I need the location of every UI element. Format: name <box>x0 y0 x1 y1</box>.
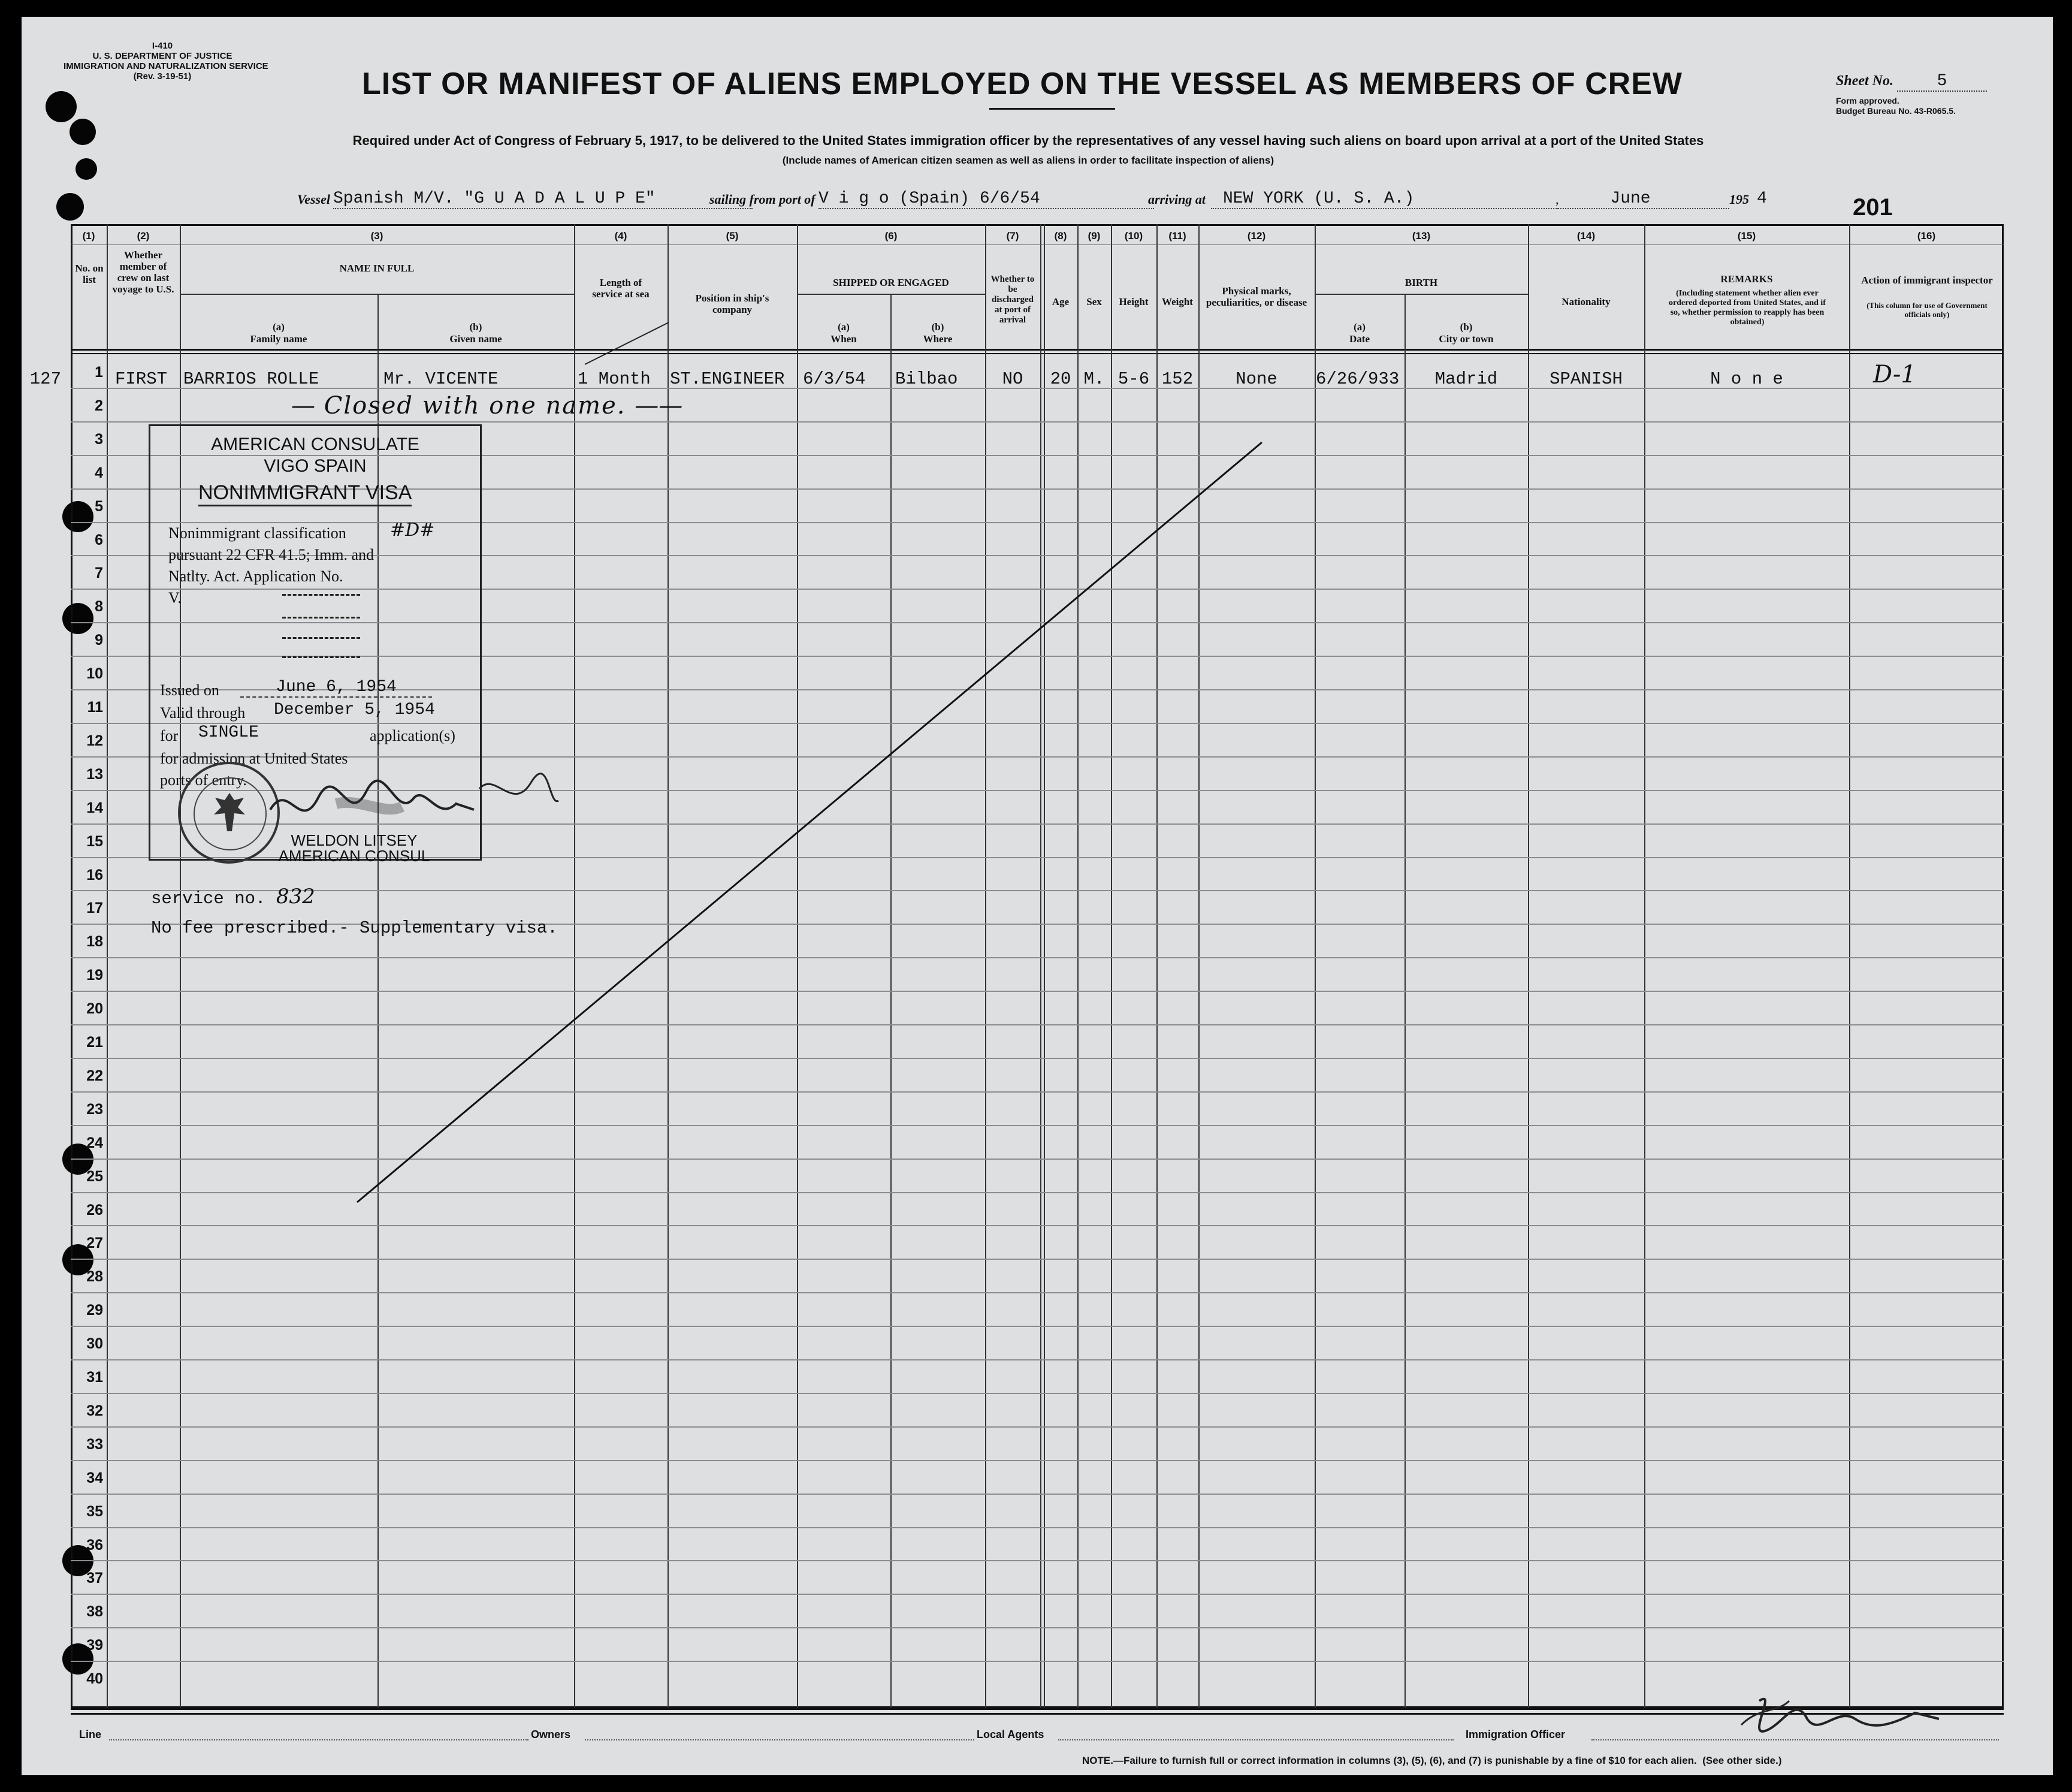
applications-label: application(s) <box>370 727 455 744</box>
col16-note: (This column for use of Government officials only) <box>1866 301 1988 319</box>
col5-num: (5) <box>726 230 739 242</box>
col8-label: Age <box>1052 296 1070 307</box>
col11-label: Weight <box>1162 296 1193 307</box>
row-number: 1 <box>95 364 103 381</box>
row-number: 13 <box>86 765 103 783</box>
col14-num: (14) <box>1576 230 1596 242</box>
row-number: 31 <box>86 1369 103 1386</box>
where-cell: Bilbao <box>895 369 958 389</box>
row-number: 34 <box>86 1469 103 1486</box>
row-number: 14 <box>86 799 103 816</box>
col6-label: SHIPPED OR ENGAGED <box>833 277 949 288</box>
row-number: 40 <box>86 1670 103 1688</box>
consulate-name: AMERICAN CONSULATE <box>211 435 419 454</box>
col13-label: BIRTH <box>1405 277 1438 288</box>
row-number: 23 <box>86 1100 103 1118</box>
col12-num: (12) <box>1247 230 1266 242</box>
revision-date: (Rev. 3-19-51) <box>133 71 192 82</box>
year-prefix: 195 <box>1729 192 1749 207</box>
row-number: 25 <box>86 1167 103 1185</box>
row-number: 10 <box>86 665 103 683</box>
row-number: 15 <box>86 832 103 850</box>
departure-port: V i g o (Spain) 6/6/54 <box>818 189 1154 209</box>
col15-note: (Including statement whether alien ever ordered deported from United States, and if so, whether permission to reapply has been obtained) <box>1669 289 1826 327</box>
row-number: 17 <box>86 900 103 917</box>
col1-num: (1) <box>82 230 95 242</box>
col12-label: Physical marks, peculiarities, or disease <box>1206 285 1307 308</box>
remarks-cell: N o n e <box>1710 369 1783 389</box>
service-name: IMMIGRATION AND NATURALIZATION SERVICE <box>64 61 268 71</box>
arriving-label: arriving at <box>1148 192 1206 207</box>
row-number: 39 <box>86 1637 103 1654</box>
row-number: 36 <box>86 1536 103 1553</box>
birth-city-cell: Madrid <box>1434 369 1498 389</box>
discharged-cell: NO <box>1002 369 1023 389</box>
col5-label: Position in ship's company <box>695 292 769 315</box>
height-cell: 5-6 <box>1117 369 1150 389</box>
year-suffix: 4 <box>1757 189 1767 208</box>
age-cell: 20 <box>1050 369 1071 389</box>
col6b-letter: (b) <box>931 321 944 333</box>
issued-label: Issued on <box>160 681 219 699</box>
row-number: 7 <box>95 565 103 582</box>
nationality-cell: SPANISH <box>1550 369 1623 389</box>
row-number: 9 <box>95 632 103 649</box>
vessel-name: Spanish M/V. "G U A D A L U P E" <box>333 189 753 209</box>
family-name-cell: BARRIOS ROLLE <box>183 369 319 389</box>
col4-label: Length of service at sea <box>592 277 650 300</box>
for-label: for <box>160 727 179 744</box>
row-number: 26 <box>86 1201 103 1218</box>
row-number: 37 <box>86 1570 103 1587</box>
col3a-letter: (a) <box>273 321 285 333</box>
col7-num: (7) <box>1006 230 1019 242</box>
col3b-label: Given name <box>449 333 502 345</box>
col13-num: (13) <box>1412 230 1431 242</box>
col3-label: NAME IN FULL <box>339 263 415 274</box>
stamp-number: 201 <box>1853 194 1893 221</box>
row-number: 21 <box>86 1034 103 1051</box>
footer-line-label: Line <box>79 1728 102 1740</box>
valid-label: Valid through <box>160 704 246 722</box>
required-statement: Required under Act of Congress of February 5, 1917, to be delivered to the United States immigration officer by the representatives of any vessel having such aliens on board upon arrival at a port of the United States <box>352 133 1704 148</box>
classification-label: Nonimmigrant classification <box>168 524 346 542</box>
col11-num: (11) <box>1168 230 1186 242</box>
footer-agents-label: Local Agents <box>977 1728 1044 1740</box>
v-label: V. <box>168 589 182 607</box>
vessel-label: Vessel <box>297 192 330 207</box>
col6a-letter: (a) <box>838 321 850 333</box>
col3a-label: Family name <box>250 333 307 345</box>
marks-cell: None <box>1236 369 1277 389</box>
col13a-letter: (a) <box>1354 321 1366 333</box>
row-number: 11 <box>87 699 103 716</box>
arrival-month: June <box>1532 189 1729 209</box>
margin-number: 127 <box>29 369 61 389</box>
sailing-label: sailing from port of <box>709 192 815 207</box>
issued-date: June 6, 1954 <box>240 678 432 698</box>
row-number: 6 <box>95 531 103 548</box>
arrival-port: NEW YORK (U. S. A.) <box>1211 189 1558 209</box>
col4-num: (4) <box>614 230 627 242</box>
col6-num: (6) <box>884 230 898 242</box>
col3b-letter: (b) <box>469 321 482 333</box>
form-title: LIST OR MANIFEST OF ALIENS EMPLOYED ON THE VESSEL AS MEMBERS OF CREW <box>362 67 1683 101</box>
birth-date-cell: 6/26/933 <box>1316 369 1400 389</box>
row-number: 38 <box>86 1603 103 1621</box>
row-number: 2 <box>95 397 103 414</box>
col1-label: No. on list <box>75 263 104 285</box>
col3-num: (3) <box>370 230 383 242</box>
weight-cell: 152 <box>1161 369 1194 389</box>
row-number: 18 <box>86 933 103 951</box>
cancellation-line <box>22 17 2053 1775</box>
manifest-sheet: I-410 U. S. DEPARTMENT OF JUSTICE IMMIGRATION AND NATURALIZATION SERVICE (Rev. 3-19-51) LIST OR MANIFEST OF ALIENS EMPLOYED ON THE VESSEL AS MEMBERS OF CREW Sheet No. 5 Form approved. Budget Bureau No. 43-R065.5. Required under Act of Congress of February 5, 1917, to be delivered to the United States immigration officer by the representatives of any vessel having such aliens on board upon arrival at a port of the United States (Include names of American citizen seamen as well as aliens in order to facilitate inspection of aliens) Vessel Spanish M/V. "G U A D A L U P E" sailing from port of V i g o (Spain) 6/6/54 arriving at NEW YORK (U. S. A.) , June 195 4 201 (1) No. on list (2) Whether member of crew on last voyage to U.S. (3) NAME IN FULL (a) Family name (b) Given name (4) Length of service at sea (5) Position in ship's company (6) SHIPPED OR ENGAGED (a) When (b) Where (7) Whether to be discharged at port of arrival (8) Age (9) Sex (10) Height (11) Weight (12) Physical marks, peculiarities, or disease (13) BIRTH (a) Date (b) City or town (14) Nationality (15) REMARKS (Including statement whether alien ever ordered deported from United States, and if so, whether permission to reapply has been obtained) (16) Action of immigrant inspector (This column for use of Government officials only) 1 2 3 4 5 6 7 8 9 10 11 12 13 14 15 16 17 18 19 20 21 22 23 24 25 26 27 28 29 30 31 32 33 34 35 36 37 38 39 40 127 FIRST BARRIOS ROLLE Mr. VICENTE 1 Month ST.ENGINEER 6/3/54 Bilbao NO 20 M. 5-6 152 None 6/26/933 Madrid SPANISH N o n e D-1 — Closed with one name. —— AMERICAN CONSULATE VIGO SPAIN NONIMMIGRANT VISA Nonimmigrant classification #D# pursuant 22 CFR 41.5; Imm. and Natlty. Act. Application No. V. Issued on June 6, 1954 Valid through December 5, 1954 for SINGLE application(s) for admission at United States ports of entry. WELDON LITSEY AMERICAN CONSUL service no. 832 No fee prescribed.- Supplementary visa. Line Owners Local Agents Immigration Officer NOTE.—Failure to furnish full or correct information in columns (3), (5), (6), and (7) is punishable by a fine of $10 for each alien. (See other side.) <box>22 17 2053 1775</box>
service-no-value: 832 <box>276 885 315 909</box>
row-number: 22 <box>86 1067 103 1084</box>
row-number: 4 <box>95 464 103 481</box>
admission-text: for admission at United States <box>160 750 348 767</box>
when-cell: 6/3/54 <box>803 369 866 389</box>
row-number: 5 <box>95 497 103 515</box>
row-number: 29 <box>86 1302 103 1319</box>
col10-num: (10) <box>1124 230 1143 242</box>
single-value: SINGLE <box>198 723 259 742</box>
col16-num: (16) <box>1917 230 1936 242</box>
sex-cell: M. <box>1083 369 1105 389</box>
col9-label: Sex <box>1086 296 1102 307</box>
footer-officer-label: Immigration Officer <box>1466 1728 1566 1740</box>
col6a-label: When <box>830 333 857 345</box>
row-number: 20 <box>86 1000 103 1018</box>
include-statement: (Include names of American citizen seamen as well as aliens in order to facilitate inspection of aliens) <box>782 155 1274 166</box>
application-label: Natlty. Act. Application No. <box>168 568 343 585</box>
col8-num: (8) <box>1054 230 1067 242</box>
consulate-city: VIGO SPAIN <box>264 456 367 476</box>
col2-label: Whether member of crew on last voyage to U.S. <box>112 249 174 295</box>
consul-title: AMERICAN CONSUL <box>278 847 430 865</box>
footer-owners-label: Owners <box>531 1728 571 1740</box>
service-no-label: service no. <box>151 889 266 909</box>
col6b-label: Where <box>923 333 953 345</box>
visa-type: NONIMMIGRANT VISA <box>198 481 412 506</box>
row-number: 3 <box>95 430 103 448</box>
valid-date: December 5, 1954 <box>274 701 435 719</box>
col15-num: (15) <box>1737 230 1756 242</box>
officer-signature <box>1723 1683 1951 1749</box>
pursuant-text: pursuant 22 CFR 41.5; Imm. and <box>168 546 374 563</box>
row-number: 32 <box>86 1402 103 1419</box>
row-number: 28 <box>86 1268 103 1286</box>
col9-num: (9) <box>1088 230 1101 242</box>
col13b-letter: (b) <box>1460 321 1473 333</box>
row-number: 33 <box>86 1435 103 1453</box>
form-approved-text: Form approved. <box>1836 96 1899 105</box>
classification-value: #D# <box>390 520 435 541</box>
sheet-no-value: 5 <box>1897 72 1987 92</box>
ports-text: ports of entry. <box>160 771 247 789</box>
col16-label: Action of immigrant inspector <box>1861 274 1993 286</box>
row-number: 12 <box>86 732 103 749</box>
col10-label: Height <box>1119 296 1149 307</box>
given-name-cell: Mr. VICENTE <box>383 369 499 389</box>
col15-label: REMARKS <box>1720 273 1773 285</box>
inspector-action-cell: D-1 <box>1873 361 1916 388</box>
last-voyage-cell: FIRST <box>115 369 168 389</box>
col13b-label: City or town <box>1439 333 1494 345</box>
row-number: 16 <box>86 866 103 883</box>
footer-note: NOTE.—Failure to furnish full or correct information in columns (3), (5), (6), and (7) is punishable by a fine of $10 for each alien. (See other side.) <box>1082 1755 1782 1766</box>
consul-name: WELDON LITSEY <box>291 831 418 849</box>
sheet-no-label: Sheet No. <box>1836 73 1893 89</box>
closing-note: — Closed with one name. —— <box>291 392 683 420</box>
col13a-label: Date <box>1349 333 1370 345</box>
budget-bureau-text: Budget Bureau No. 43-R065.5. <box>1836 106 1956 116</box>
department-name: U. S. DEPARTMENT OF JUSTICE <box>92 51 232 61</box>
col7-label: Whether to be discharged at port of arrival <box>990 274 1035 325</box>
row-number: 35 <box>86 1503 103 1520</box>
length-cell: 1 Month <box>578 369 651 389</box>
form-number: I-410 <box>152 41 173 51</box>
col2-num: (2) <box>137 230 150 242</box>
col14-label: Nationality <box>1561 296 1611 307</box>
no-fee-note: No fee prescribed.- Supplementary visa. <box>151 918 558 938</box>
row-number: 19 <box>86 967 103 984</box>
row-number: 8 <box>95 598 103 616</box>
position-cell: ST.ENGINEER <box>670 369 785 389</box>
row-number: 30 <box>86 1335 103 1353</box>
row-number: 27 <box>86 1235 103 1252</box>
row-number: 24 <box>86 1134 103 1151</box>
